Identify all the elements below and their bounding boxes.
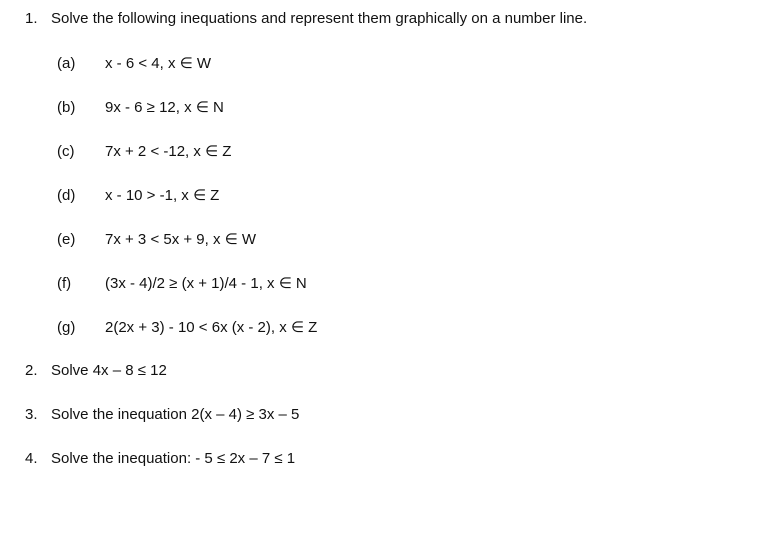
question-text: Solve the inequation: - 5 ≤ 2x – 7 ≤ 1: [51, 450, 296, 467]
sub-item-expression: 7x + 3 < 5x + 9, x ∈ W: [105, 231, 257, 248]
sub-item-f: [57, 274, 307, 292]
question-2: [25, 362, 167, 379]
sub-item-label: (d): [57, 187, 76, 204]
sub-item-expression: x - 6 < 4, x ∈ W: [105, 55, 212, 72]
sub-item-label: (b): [57, 99, 76, 116]
question-number: 4.: [25, 450, 38, 467]
sub-item-b: [57, 98, 224, 116]
sub-item-d: [57, 186, 219, 204]
question-text: Solve 4x – 8 ≤ 12: [51, 362, 167, 379]
question-3: [25, 406, 299, 423]
sub-item-label: (e): [57, 231, 76, 248]
sub-item-expression: 7x + 2 < -12, x ∈ Z: [105, 143, 232, 160]
sub-item-c: [57, 142, 231, 160]
sub-item-g: [57, 318, 317, 336]
question-1: [25, 10, 587, 27]
sub-item-label: (c): [57, 143, 75, 160]
question-number: 1.: [25, 10, 38, 27]
sub-item-expression: (3x - 4)/2 ≥ (x + 1)/4 - 1, x ∈ N: [105, 275, 307, 292]
sub-item-expression: 9x - 6 ≥ 12, x ∈ N: [105, 99, 224, 116]
question-number: 3.: [25, 406, 38, 423]
question-4: [25, 450, 295, 467]
sub-item-label: (f): [57, 275, 72, 292]
sub-item-a: [57, 54, 211, 72]
question-text: Solve the following inequations and represent them graphically on a number line.: [51, 10, 588, 27]
sub-item-label: (g): [57, 319, 76, 336]
sub-item-expression: 2(2x + 3) - 10 < 6x (x - 2), x ∈ Z: [105, 319, 318, 336]
sub-item-label: (a): [57, 55, 76, 72]
question-text: Solve the inequation 2(x – 4) ≥ 3x – 5: [51, 406, 300, 423]
sub-item-e: [57, 230, 256, 248]
question-number: 2.: [25, 362, 38, 379]
sub-item-expression: x - 10 > -1, x ∈ Z: [105, 187, 220, 204]
